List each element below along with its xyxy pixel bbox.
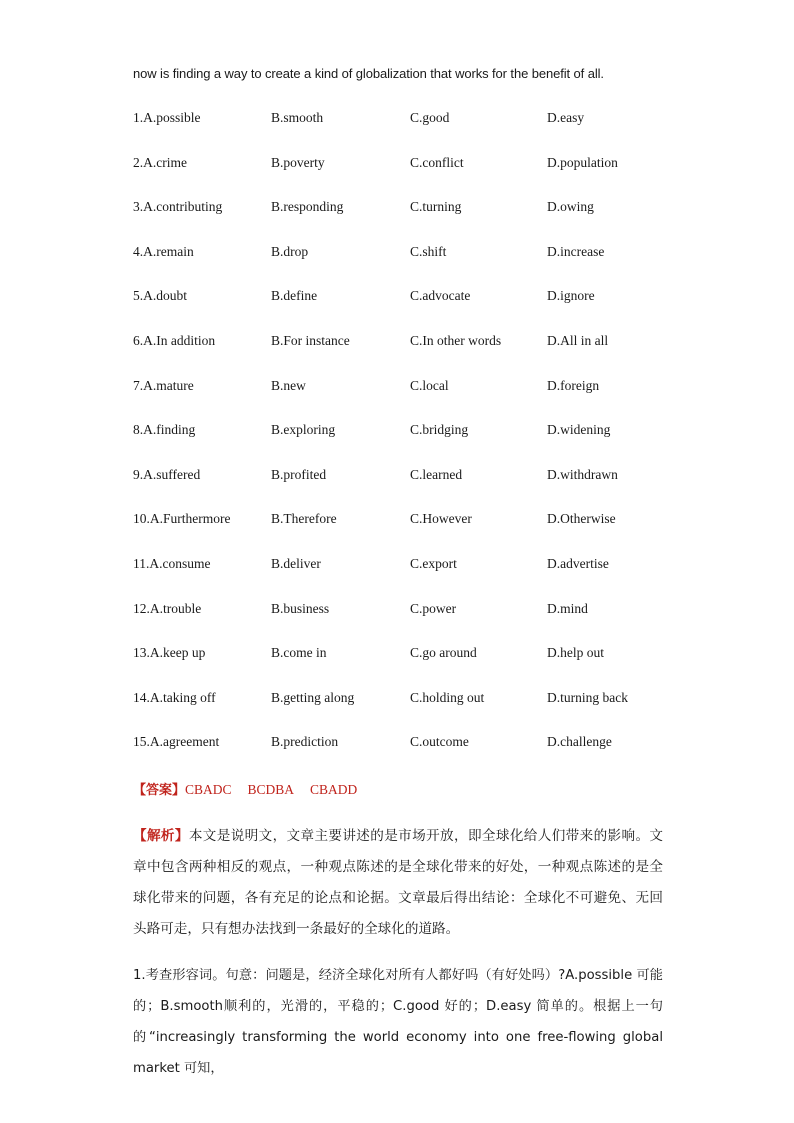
option-a: 4.A.remain <box>133 243 194 259</box>
option-b: B.deliver <box>271 555 321 571</box>
answer-keys <box>185 782 373 797</box>
answer-group: CBADC <box>185 782 232 797</box>
option-c: C.In other words <box>410 332 502 348</box>
option-b: B.come in <box>271 645 327 661</box>
answer-label: 【答案】 <box>133 783 186 798</box>
question-row <box>133 690 693 735</box>
option-d: D.increase <box>547 243 605 259</box>
option-d: D.All in all <box>547 332 609 348</box>
question-row <box>133 422 693 467</box>
option-c: C.However <box>410 511 472 527</box>
question-row <box>133 110 693 155</box>
question-row <box>133 199 693 244</box>
question-row <box>133 288 693 333</box>
option-a: 10.A.Furthermore <box>133 511 231 527</box>
option-d: D.turning back <box>547 689 628 705</box>
option-b: B.poverty <box>271 154 325 170</box>
option-a: 7.A.mature <box>133 377 194 393</box>
passage-last-line: now is finding a way to create a kind of globalization that works for the benefit of all. <box>133 66 604 81</box>
option-b: B.responding <box>271 199 344 215</box>
option-b: B.business <box>271 600 330 616</box>
question-row <box>133 511 693 556</box>
option-d: D.population <box>547 154 618 170</box>
option-d: D.owing <box>547 199 594 215</box>
option-c: C.conflict <box>410 154 464 170</box>
question-row <box>133 333 693 378</box>
option-a: 15.A.agreement <box>133 734 220 750</box>
option-a: 13.A.keep up <box>133 645 206 661</box>
option-c: C.bridging <box>410 422 469 438</box>
option-b: B.For instance <box>271 332 350 348</box>
option-a: 9.A.suffered <box>133 466 201 482</box>
answer-group: BCDBA <box>247 782 295 797</box>
option-a: 3.A.contributing <box>133 199 223 215</box>
option-a: 8.A.finding <box>133 422 196 438</box>
option-c: C.local <box>410 377 449 393</box>
option-a: 6.A.In addition <box>133 332 216 348</box>
question-explanation: 1.考查形容词。句意：问题是，经济全球化对所有人都好吗（有好处吗）?A.possible 可能的；B.smooth顺利的，光滑的，平稳的；C.good 好的；D.easy 简单的。根据上一句的“increasingly transforming the world economy into one free-flowing global market 可知， <box>133 968 663 1076</box>
question-row <box>133 734 693 779</box>
option-a: 1.A.possible <box>133 110 201 125</box>
option-d: D.foreign <box>547 377 600 393</box>
option-c: C.holding out <box>410 689 485 705</box>
option-b: B.smooth <box>271 110 324 125</box>
question-row <box>133 244 693 289</box>
option-c: C.advocate <box>410 288 471 304</box>
option-b: B.Therefore <box>271 511 337 527</box>
option-d: D.widening <box>547 422 611 438</box>
option-a: 2.A.crime <box>133 154 187 170</box>
option-c: C.shift <box>410 243 447 259</box>
option-b: B.define <box>271 288 318 304</box>
answer-line <box>133 779 373 798</box>
option-d: D.ignore <box>547 288 595 304</box>
option-c: C.good <box>410 110 450 125</box>
option-c: C.turning <box>410 199 462 215</box>
option-c: C.go around <box>410 645 477 661</box>
answer-group: CBADD <box>310 782 358 797</box>
option-a: 5.A.doubt <box>133 288 187 304</box>
question-row <box>133 467 693 512</box>
question-row <box>133 556 693 601</box>
option-a: 11.A.consume <box>133 555 211 571</box>
question-row <box>133 601 693 646</box>
option-a: 12.A.trouble <box>133 600 202 616</box>
question-row <box>133 645 693 690</box>
analysis-text: 本文是说明文，文章主要讲述的是市场开放，即全球化给人们带来的影响。文章中包含两种相反的观点，一种观点陈述的是全球化带来的好处，一种观点陈述的是全球化带来的问题，各有充足的论点和论据。文章最后得出结论：全球化不可避免、无回头路可走，只有想办法找到一条最好的全球化的道路。 <box>133 828 663 937</box>
option-d: D.easy <box>547 110 585 125</box>
analysis-label: 【解析】 <box>133 828 189 844</box>
question-row <box>133 378 693 423</box>
option-d: D.Otherwise <box>547 511 616 527</box>
option-b: B.getting along <box>271 689 355 705</box>
option-d: D.help out <box>547 645 604 661</box>
option-d: D.mind <box>547 600 588 616</box>
option-a: 14.A.taking off <box>133 689 216 705</box>
option-c: C.export <box>410 555 457 571</box>
option-b: B.profited <box>271 466 327 482</box>
option-b: B.new <box>271 377 306 393</box>
option-d: D.challenge <box>547 734 612 750</box>
option-c: C.outcome <box>410 734 469 750</box>
options-table <box>133 110 693 779</box>
question-row <box>133 155 693 200</box>
option-b: B.drop <box>271 243 309 259</box>
option-b: B.exploring <box>271 422 336 438</box>
option-d: D.withdrawn <box>547 466 618 482</box>
analysis-paragraph <box>133 821 663 945</box>
option-d: D.advertise <box>547 555 609 571</box>
option-b: B.prediction <box>271 734 339 750</box>
option-c: C.learned <box>410 466 463 482</box>
option-c: C.power <box>410 600 457 616</box>
